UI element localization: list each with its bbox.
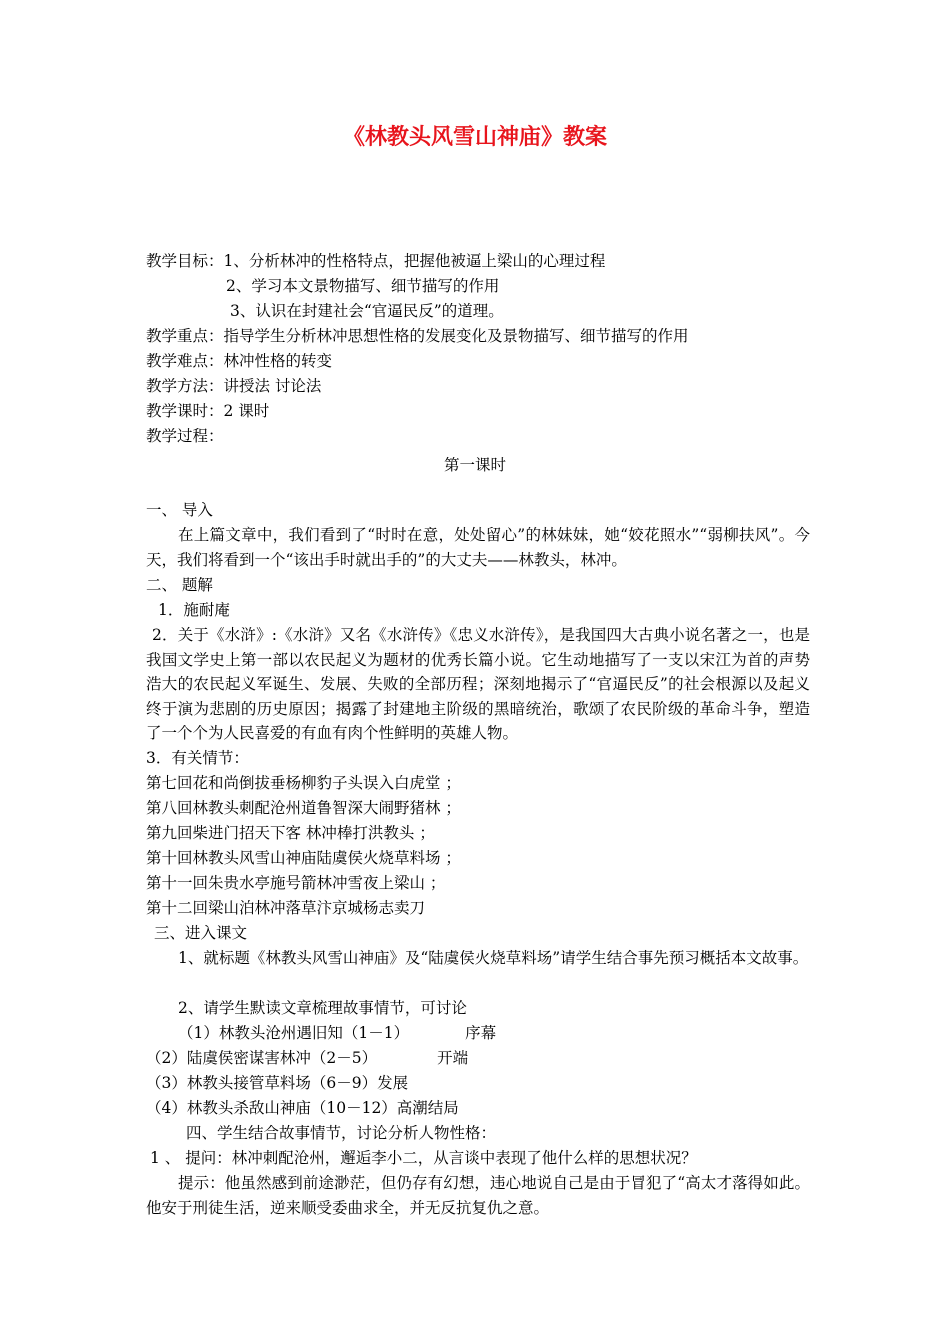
section-3-step-2: 2、请学生默读文章梳理故事情节，可讨论 [178,999,467,1017]
section-4-hint: 提示：他虽然感到前途渺茫，但仍存有幻想，违心地说自己是由于冒犯了“高太才落得如此。他安于刑徒生活，逆来顺受委曲求全，并无反抗复仇之意。 [146,1174,810,1217]
chapter-list-item: 第十回林教头风雪山神庙陆虞侯火烧草料场 ； [146,849,461,867]
key-points: 教学重点：指导学生分析林冲思想性格的发展变化及景物描写、细节描写的作用 [146,327,689,345]
section-2-heading: 二、 题解 [146,576,213,594]
chapter-list-item: 第十二回梁山泊林冲落草汴京城杨志卖刀 [146,899,426,917]
plot-item [178,1021,496,1045]
teaching-hours: 教学课时：2 课时 [146,402,270,420]
plot-item-text: （1）林教头沧州遇旧知（1－1） [178,1024,410,1042]
section-3-step-1: 1、就标题《林教头风雪山神庙》及“陆虞侯火烧草料场”请学生结合事先预习概括本文故事。 [178,949,809,967]
plot-item [146,1071,408,1095]
section-2-item-1: 1．施耐庵 [158,601,230,619]
section-2-item-3: 3．有关情节： [146,749,249,767]
plot-item-stage: 开端 [437,1049,469,1067]
section-1-text: 在上篇文章中，我们看到了“时时在意，处处留心”的林妹妹，她“姣花照水”“弱柳扶风”。今天，我们将看到一个“该出手时就出手的”的大丈夫——林教头，林冲。 [146,526,810,569]
section-4-heading: 四、学生结合故事情节，讨论分析人物性格： [186,1124,497,1142]
section-3-heading: 三、进入课文 [154,924,248,942]
plot-item [146,1096,459,1120]
chapter-list-item: 第十一回朱贵水亭施号箭林冲雪夜上梁山 ； [146,874,446,892]
chapter-list-item: 第八回林教头刺配沧州道鲁智深大闹野猪林 ； [146,799,461,817]
section-1-heading: 一、 导入 [146,501,213,519]
document-title: 《林教头风雪山神庙》教案 [342,124,607,150]
plot-item [146,1046,468,1070]
chapter-list-item: 第九回柴进门招天下客 林冲棒打洪教头 ； [146,824,435,842]
objectives-line-2: 2、学习本文景物描写、细节描写的作用 [226,277,500,295]
plot-item-text: （2）陆虞侯密谋害林冲（2－5） [146,1049,378,1067]
objectives-line-1: 教学目标：1、分析林冲的性格特点，把握他被逼上梁山的心理过程 [146,252,606,270]
difficulty: 教学难点：林冲性格的转变 [146,352,333,370]
objectives-line-3: 3、认识在封建社会“官逼民反”的道理。 [230,302,504,320]
plot-item-text: （3）林教头接管草料场（6－9）发展 [146,1074,409,1092]
section-2-item-2: 2．关于《水浒》:《水浒》又名《水浒传》《忠义水浒传》，是我国四大古典小说名著之一，也是我国文学史上第一部以农民起义为题材的优秀长篇小说。它生动地描写了一支以宋江为首的声势浩大的农民起义军诞生、发展、失败的全部历程；深刻地揭示了“官逼民反”的社会根源以及起义终于演为悲剧的历史原因；揭露了封建地主阶级的黑暗统治，歌颂了农民阶级的革命斗争，塑造了一个个为人民喜爱的有血有肉个性鲜明的英雄人物。 [146,626,810,742]
plot-item-text: （4）林教头杀敌山神庙（10－12）高潮结局 [146,1099,459,1117]
teaching-method: 教学方法：讲授法 讨论法 [146,377,322,395]
section-4-question-1: 1 、 提问：林冲刺配沧州，邂逅李小二，从言谈中表现了他什么样的思想状况？ [150,1149,697,1167]
plot-item-stage: 序幕 [465,1024,497,1042]
chapter-list-item: 第七回花和尚倒拔垂杨柳豹子头误入白虎堂 ； [146,774,461,792]
teaching-process: 教学过程： [146,427,224,445]
lesson-heading: 第一课时 [443,456,506,474]
